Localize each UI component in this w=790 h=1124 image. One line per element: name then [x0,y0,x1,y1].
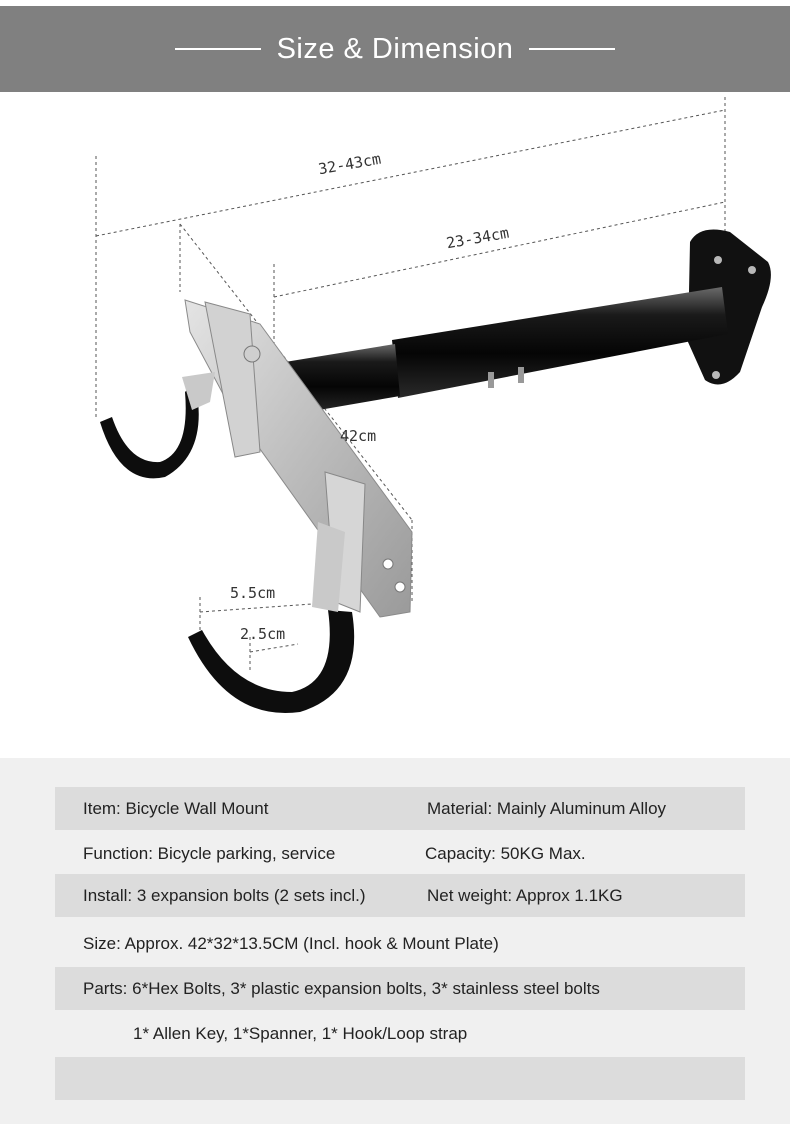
dim-hook-outer: 5.5cm [230,584,276,602]
spec-capacity: Capacity: 50KG Max. [425,844,586,863]
header-rule-right [529,48,615,50]
spec-table [0,758,790,1124]
product-image [0,92,790,758]
spec-row [55,832,745,875]
spec-material: Material: Mainly Aluminum Alloy [427,799,667,818]
spec-row [55,1012,745,1055]
spec-row [55,922,745,965]
outer-tube [392,287,728,398]
spec-size: Size: Approx. 42*32*13.5CM (Incl. hook & Mount Plate) [83,934,499,953]
spec-row [55,967,745,1010]
dim-overall-length: 32-43cm [316,149,383,179]
spec-weight: Net weight: Approx 1.1KG [427,886,623,905]
header-rule-left [175,48,261,50]
spec-row [55,874,745,917]
spec-function: Function: Bicycle parking, service [83,844,336,863]
section-title: Size & Dimension [276,32,514,65]
bicycle-mount-illustration [0,92,790,758]
spec-install: Install: 3 expansion bolts (2 sets incl.) [83,886,366,905]
spec-parts-continued: 1* Allen Key, 1*Spanner, 1* Hook/Loop strap [133,1024,468,1043]
spec-row [55,787,745,830]
spec-item: Item: Bicycle Wall Mount [83,799,269,818]
section-header [0,6,790,92]
dim-tube-length: 23-34cm [444,223,511,253]
dim-arm-length: 42cm [340,427,377,445]
dim-hook-inner: 2.5cm [240,625,286,643]
spec-row-empty [55,1057,745,1100]
spec-parts: Parts: 6*Hex Bolts, 3* plastic expansion bolts, 3* stainless steel bolts [83,979,600,998]
upper-hook [100,382,199,478]
